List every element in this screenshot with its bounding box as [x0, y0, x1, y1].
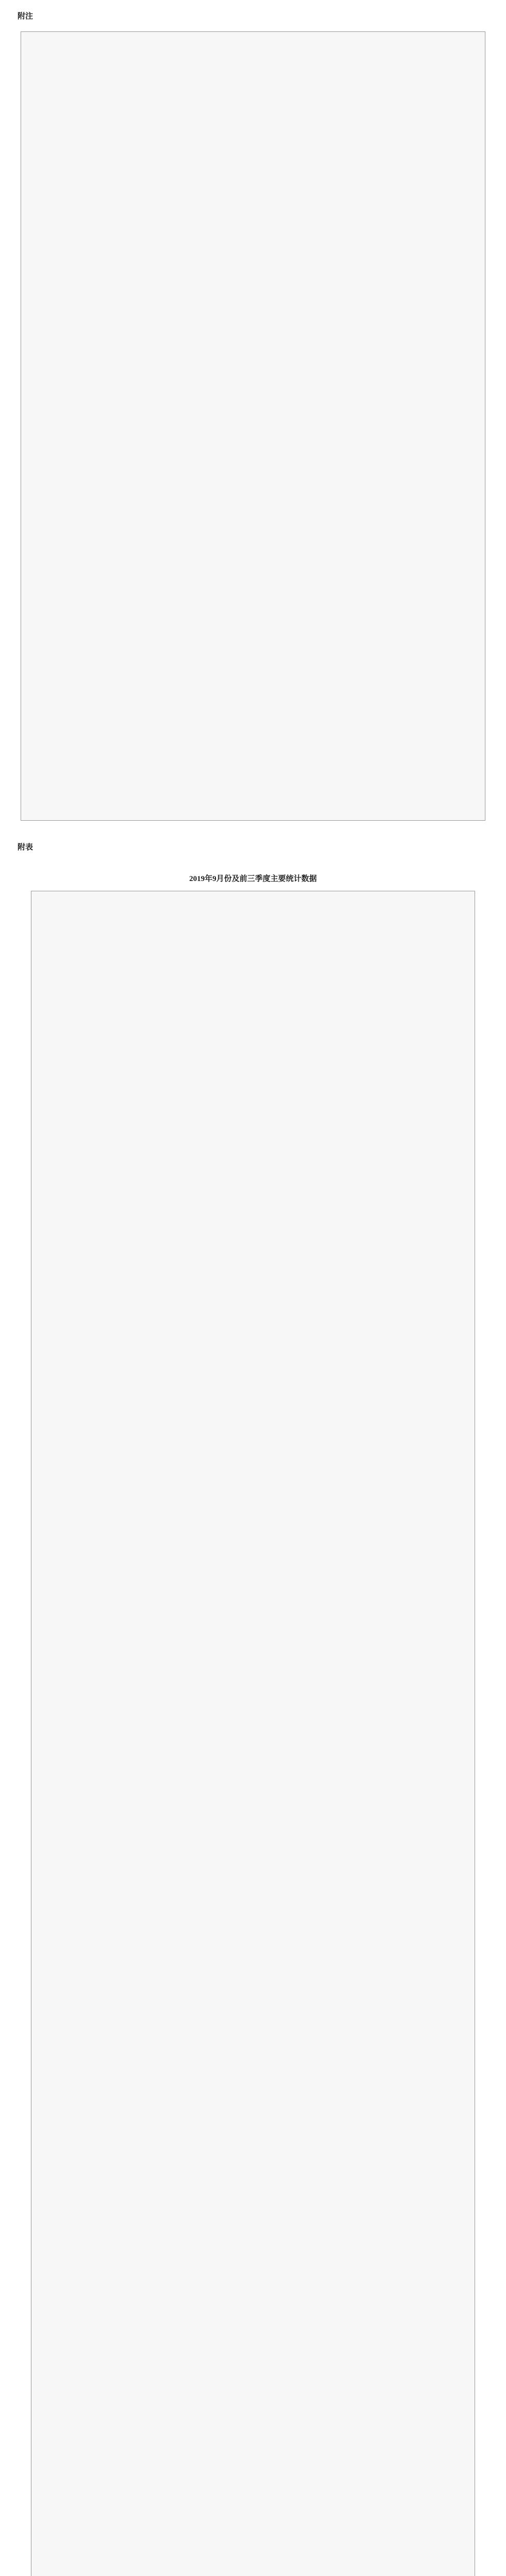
notes-text-block: [21, 31, 485, 821]
notes-heading: 附注: [18, 12, 33, 21]
annex-heading: 附表: [18, 843, 33, 852]
notes-body: [18, 31, 488, 821]
annex-table-title: 2019年9月份及前三季度主要统计数据: [189, 875, 317, 883]
annex-data-table: [31, 891, 475, 2576]
